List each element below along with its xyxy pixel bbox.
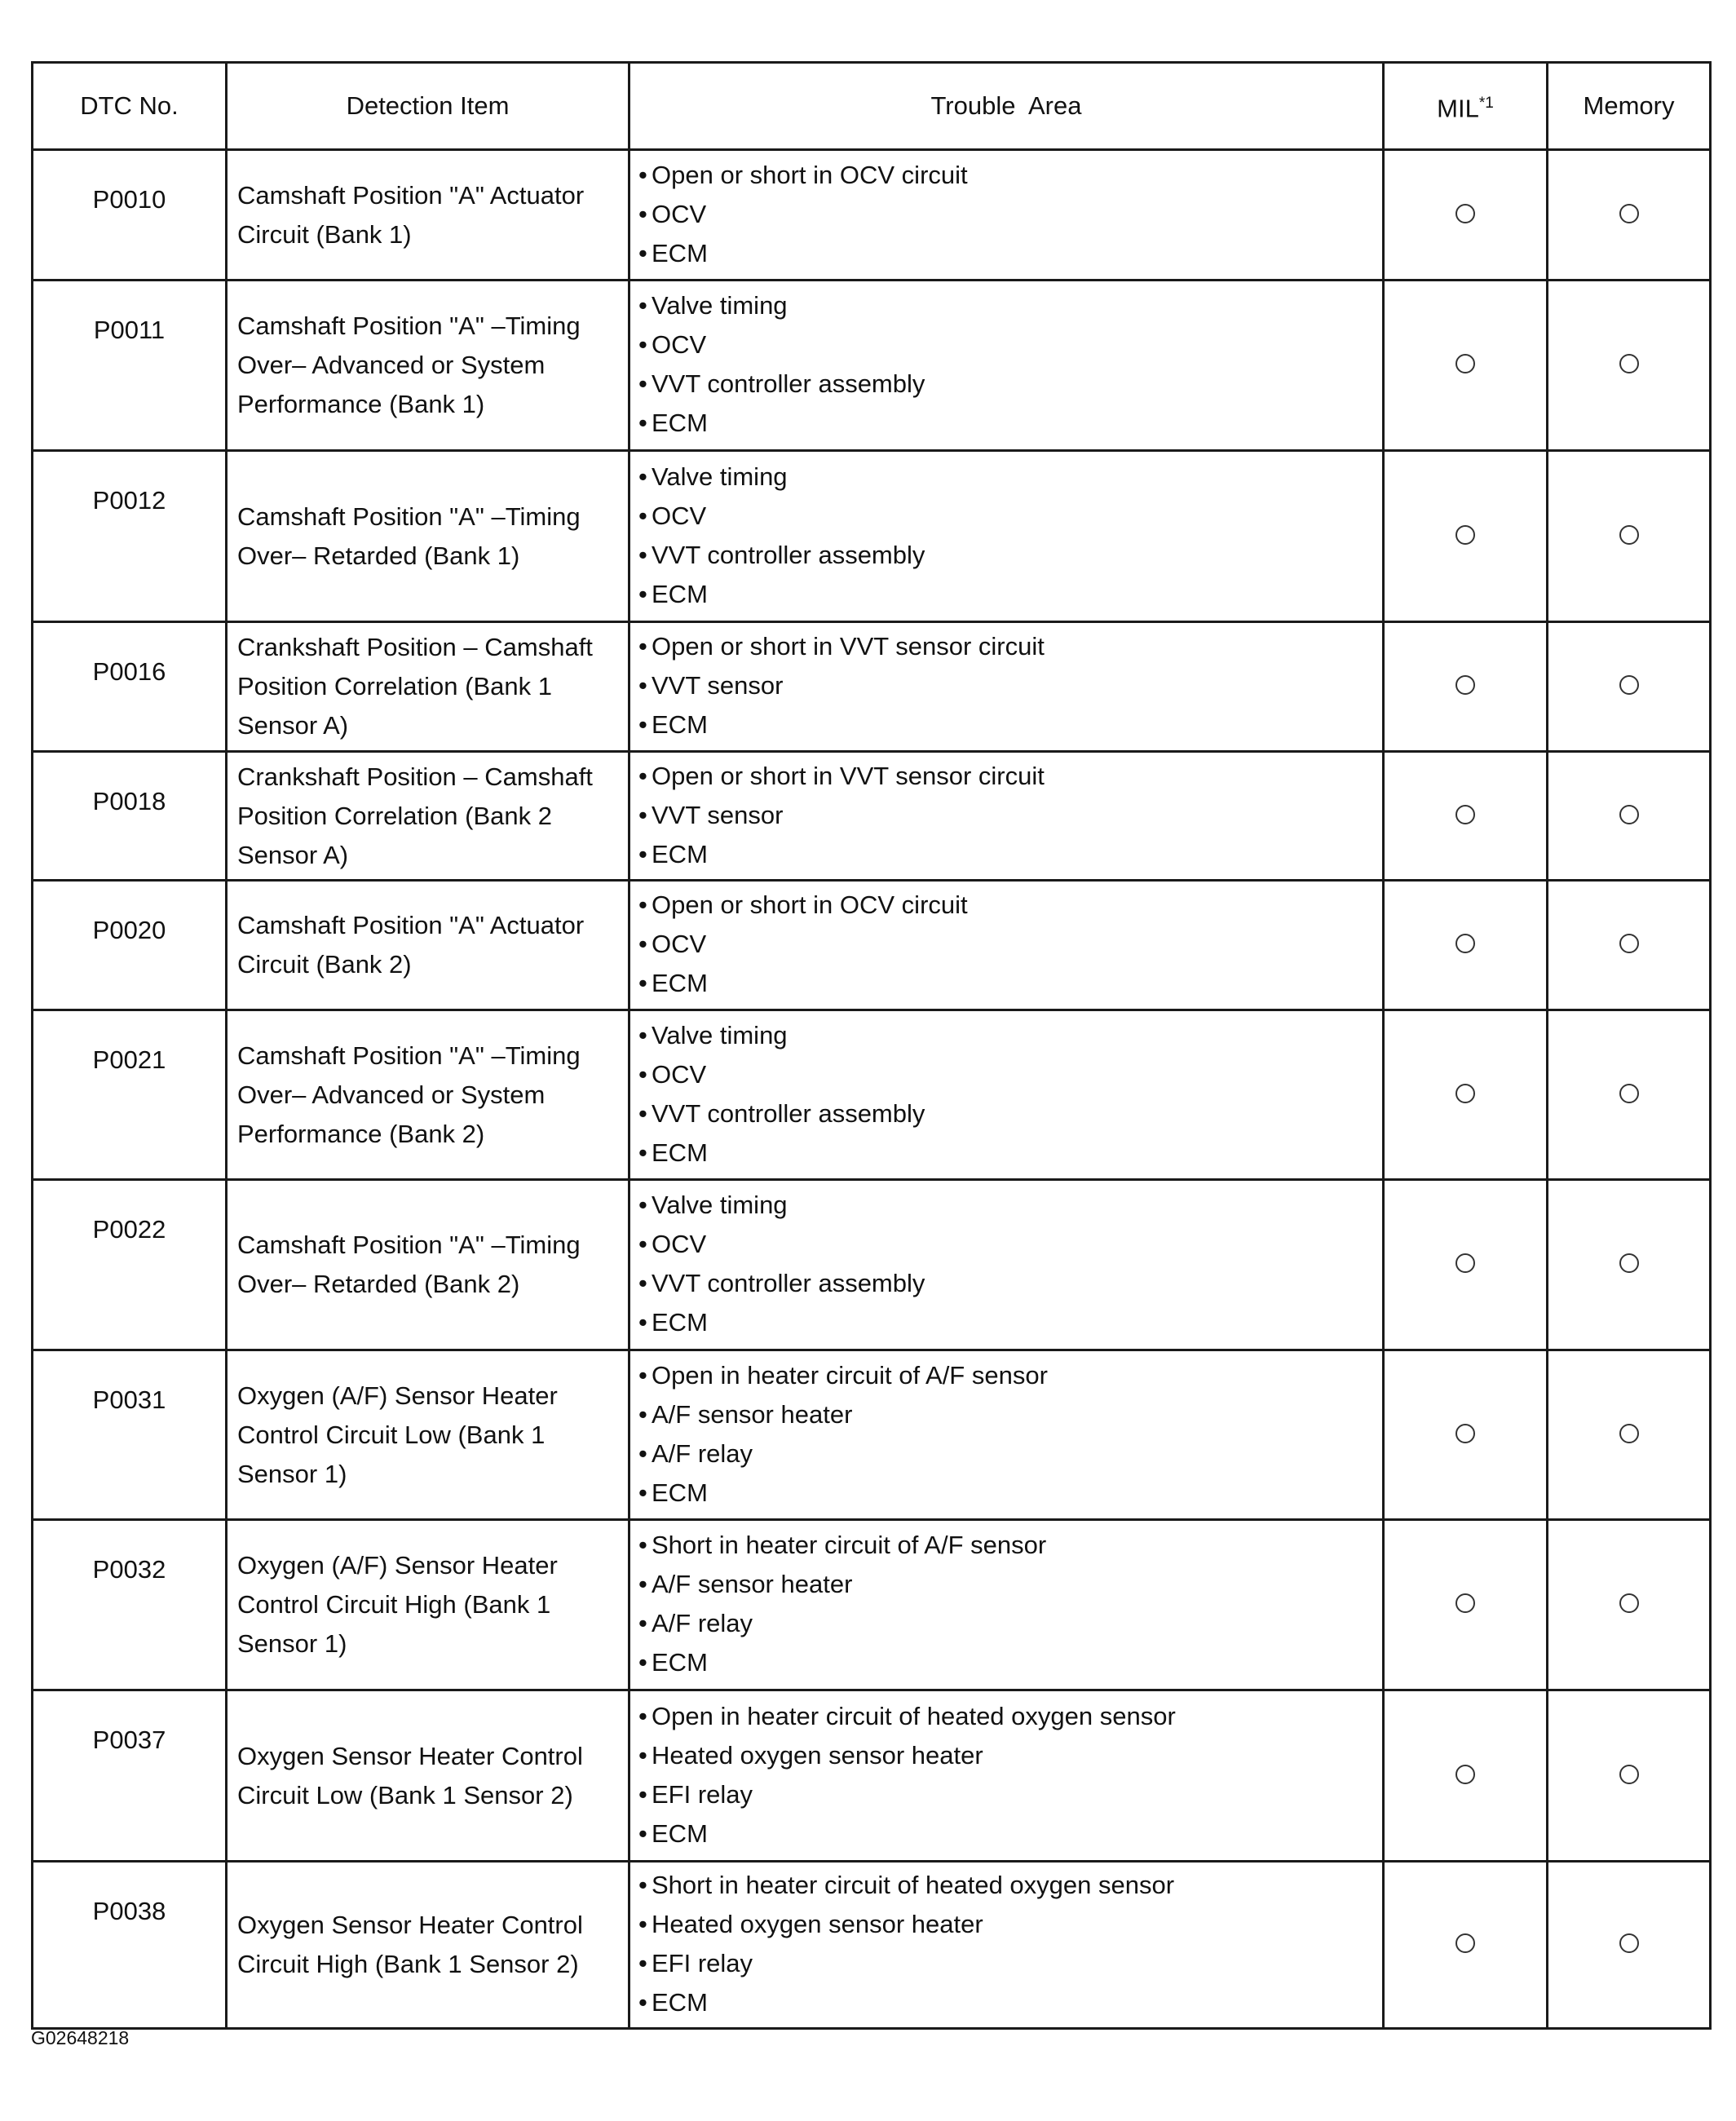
trouble-area-text: ECM	[652, 1818, 708, 1848]
mil-cell	[1384, 1350, 1548, 1520]
trouble-area-item	[638, 1094, 1376, 1133]
trouble-area-text: ECM	[652, 839, 708, 868]
mil-circle-icon	[1456, 525, 1475, 545]
trouble-area	[629, 281, 1384, 451]
memory-cell	[1548, 150, 1711, 281]
bullet-icon: •	[638, 761, 647, 790]
memory-circle-icon	[1619, 1933, 1639, 1953]
bullet-icon: •	[638, 1191, 647, 1219]
header-memory: Memory	[1548, 63, 1711, 150]
mil-cell	[1384, 1862, 1548, 2029]
table-row	[33, 1180, 1711, 1350]
bullet-icon: •	[638, 330, 647, 359]
figure-code: G02648218	[31, 2027, 130, 2048]
detection-item: Oxygen Sensor Heater Control Circuit High (Bank 1 Sensor 2)	[227, 1862, 629, 2029]
memory-circle-icon	[1619, 675, 1639, 695]
trouble-area-item	[638, 234, 1376, 273]
mil-cell	[1384, 451, 1548, 622]
bullet-icon: •	[638, 1740, 647, 1770]
memory-cell	[1548, 752, 1711, 881]
trouble-area-text: Open or short in OCV circuit	[652, 890, 968, 919]
mil-cell	[1384, 281, 1548, 451]
bullet-icon: •	[638, 930, 647, 958]
bullet-icon: •	[638, 1701, 647, 1730]
dtc-code: P0010	[33, 150, 227, 281]
trouble-area-text: EFI relay	[652, 1779, 753, 1809]
trouble-area-item	[638, 1186, 1376, 1225]
trouble-area-item	[638, 156, 1376, 195]
trouble-area-text: ECM	[652, 1478, 708, 1507]
trouble-area-text: VVT controller assembly	[652, 369, 925, 398]
mil-cell	[1384, 1690, 1548, 1862]
trouble-area-item	[638, 964, 1376, 1003]
table-row	[33, 622, 1711, 752]
header-dtc-no: DTC No.	[33, 63, 227, 150]
trouble-area-text: A/F sensor heater	[652, 1399, 853, 1429]
trouble-area	[629, 752, 1384, 881]
bullet-icon: •	[638, 238, 647, 267]
mil-circle-icon	[1456, 1765, 1475, 1784]
trouble-area-text: Open in heater circuit of heated oxygen sensor	[652, 1701, 1176, 1730]
trouble-area-text: Valve timing	[652, 1191, 788, 1219]
bullet-icon: •	[638, 579, 647, 608]
trouble-area	[629, 1010, 1384, 1180]
trouble-area-item	[638, 886, 1376, 925]
memory-circle-icon	[1619, 1424, 1639, 1443]
trouble-area-text: ECM	[652, 1988, 708, 2017]
detection-item: Camshaft Position "A" –Timing Over– Retarded (Bank 2)	[227, 1180, 629, 1350]
trouble-area-item	[638, 1944, 1376, 1983]
trouble-area-text: VVT sensor	[652, 671, 784, 700]
trouble-area-item	[638, 705, 1376, 745]
bullet-icon: •	[638, 632, 647, 661]
bullet-icon: •	[638, 160, 647, 189]
table-row	[33, 1520, 1711, 1690]
trouble-area-text: VVT controller assembly	[652, 540, 925, 569]
detection-item: Camshaft Position "A" –Timing Over– Advanced or System Performance (Bank 2)	[227, 1010, 629, 1180]
mil-cell	[1384, 1180, 1548, 1350]
trouble-area-item	[638, 365, 1376, 404]
bullet-icon: •	[638, 501, 647, 530]
detection-item: Camshaft Position "A" Actuator Circuit (Bank 1)	[227, 150, 629, 281]
trouble-area	[629, 1180, 1384, 1350]
dtc-code: P0012	[33, 451, 227, 622]
bullet-icon: •	[638, 1910, 647, 1938]
trouble-area-item	[638, 1016, 1376, 1055]
table-row	[33, 1350, 1711, 1520]
trouble-area-text: Open or short in OCV circuit	[652, 160, 968, 189]
table-row	[33, 1862, 1711, 2029]
header-mil-label: MIL	[1437, 94, 1479, 123]
detection-item: Oxygen Sensor Heater Control Circuit Low (Bank 1 Sensor 2)	[227, 1690, 629, 1862]
dtc-code: P0038	[33, 1862, 227, 2029]
memory-circle-icon	[1619, 204, 1639, 223]
trouble-area-item	[638, 1303, 1376, 1342]
mil-circle-icon	[1456, 805, 1475, 824]
detection-item: Camshaft Position "A" –Timing Over– Retarded (Bank 1)	[227, 451, 629, 622]
detection-item: Oxygen (A/F) Sensor Heater Control Circuit Low (Bank 1 Sensor 1)	[227, 1350, 629, 1520]
trouble-area-item	[638, 835, 1376, 874]
trouble-area-item	[638, 457, 1376, 497]
dtc-code: P0037	[33, 1690, 227, 1862]
header-detection-item: Detection Item	[227, 63, 629, 150]
trouble-area-text: VVT sensor	[652, 800, 784, 829]
bullet-icon: •	[638, 1308, 647, 1337]
table-body	[33, 150, 1711, 2029]
memory-circle-icon	[1619, 1084, 1639, 1103]
trouble-area-text: Open in heater circuit of A/F sensor	[652, 1360, 1048, 1390]
trouble-area-item	[638, 627, 1376, 666]
trouble-area-item	[638, 666, 1376, 705]
memory-cell	[1548, 1520, 1711, 1690]
trouble-area	[629, 451, 1384, 622]
memory-circle-icon	[1619, 1593, 1639, 1613]
bullet-icon: •	[638, 800, 647, 829]
bullet-icon: •	[638, 199, 647, 228]
trouble-area-item	[638, 1736, 1376, 1775]
trouble-area-item	[638, 286, 1376, 325]
mil-circle-icon	[1456, 1593, 1475, 1613]
table-row	[33, 881, 1711, 1010]
trouble-area-text: A/F relay	[652, 1609, 753, 1637]
bullet-icon: •	[638, 1871, 647, 1899]
bullet-icon: •	[638, 1269, 647, 1297]
mil-circle-icon	[1456, 934, 1475, 953]
trouble-area-item	[638, 195, 1376, 234]
table-row	[33, 281, 1711, 451]
mil-cell	[1384, 1010, 1548, 1180]
bullet-icon: •	[638, 1531, 647, 1559]
trouble-area-text: ECM	[652, 1308, 708, 1337]
bullet-icon: •	[638, 1988, 647, 2017]
bullet-icon: •	[638, 1360, 647, 1390]
trouble-area-item	[638, 1775, 1376, 1814]
mil-circle-icon	[1456, 1933, 1475, 1953]
bullet-icon: •	[638, 409, 647, 437]
trouble-area-text: A/F relay	[652, 1438, 753, 1468]
trouble-area-item	[638, 1814, 1376, 1854]
trouble-area-text: ECM	[652, 238, 708, 267]
detection-item: Camshaft Position "A" Actuator Circuit (Bank 2)	[227, 881, 629, 1010]
trouble-area-item	[638, 404, 1376, 443]
trouble-area-text: Short in heater circuit of A/F sensor	[652, 1531, 1047, 1559]
bullet-icon: •	[638, 1059, 647, 1089]
memory-cell	[1548, 622, 1711, 752]
trouble-area	[629, 1690, 1384, 1862]
trouble-area	[629, 881, 1384, 1010]
trouble-area-text: Heated oxygen sensor heater	[652, 1910, 983, 1938]
bullet-icon: •	[638, 710, 647, 739]
memory-cell	[1548, 1862, 1711, 2029]
trouble-area-text: OCV	[652, 330, 707, 359]
trouble-area-text: VVT controller assembly	[652, 1269, 925, 1297]
trouble-area-item	[638, 757, 1376, 796]
bullet-icon: •	[638, 1648, 647, 1677]
detection-item: Camshaft Position "A" –Timing Over– Advanced or System Performance (Bank 1)	[227, 281, 629, 451]
trouble-area	[629, 622, 1384, 752]
trouble-area-item	[638, 1434, 1376, 1474]
bullet-icon: •	[638, 969, 647, 997]
trouble-area-text: Open or short in VVT sensor circuit	[652, 761, 1045, 790]
bullet-icon: •	[638, 1098, 647, 1128]
trouble-area-text: OCV	[652, 930, 707, 958]
trouble-area-item	[638, 1133, 1376, 1173]
trouble-area-text: Short in heater circuit of heated oxygen sensor	[652, 1871, 1175, 1899]
trouble-area-item	[638, 1356, 1376, 1395]
trouble-area	[629, 1862, 1384, 2029]
trouble-area-item	[638, 1643, 1376, 1682]
trouble-area-text: ECM	[652, 969, 708, 997]
memory-circle-icon	[1619, 1765, 1639, 1784]
mil-circle-icon	[1456, 1424, 1475, 1443]
trouble-area-item	[638, 1604, 1376, 1643]
bullet-icon: •	[638, 671, 647, 700]
trouble-area-item	[638, 1905, 1376, 1944]
trouble-area-text: Open or short in VVT sensor circuit	[652, 632, 1045, 661]
trouble-area-item	[638, 1697, 1376, 1736]
mil-circle-icon	[1456, 204, 1475, 223]
bullet-icon: •	[638, 1779, 647, 1809]
bullet-icon: •	[638, 1949, 647, 1977]
mil-cell	[1384, 881, 1548, 1010]
mil-circle-icon	[1456, 675, 1475, 695]
trouble-area-item	[638, 1395, 1376, 1434]
trouble-area-text: ECM	[652, 710, 708, 739]
dtc-code: P0020	[33, 881, 227, 1010]
mil-circle-icon	[1456, 354, 1475, 373]
trouble-area-item	[638, 1983, 1376, 2022]
trouble-area-item	[638, 1264, 1376, 1303]
header-row	[33, 63, 1711, 150]
bullet-icon: •	[638, 462, 647, 491]
trouble-area-text: OCV	[652, 501, 707, 530]
bullet-icon: •	[638, 890, 647, 919]
detection-item: Oxygen (A/F) Sensor Heater Control Circuit High (Bank 1 Sensor 1)	[227, 1520, 629, 1690]
bullet-icon: •	[638, 540, 647, 569]
mil-cell	[1384, 150, 1548, 281]
trouble-area-item	[638, 796, 1376, 835]
bullet-icon: •	[638, 1230, 647, 1258]
detection-item: Crankshaft Position – Camshaft Position Correlation (Bank 1 Sensor A)	[227, 622, 629, 752]
dtc-code: P0032	[33, 1520, 227, 1690]
bullet-icon: •	[638, 1020, 647, 1049]
table-row	[33, 752, 1711, 881]
table-row	[33, 451, 1711, 622]
bullet-icon: •	[638, 1438, 647, 1468]
bullet-icon: •	[638, 1138, 647, 1167]
memory-circle-icon	[1619, 354, 1639, 373]
trouble-area-text: ECM	[652, 409, 708, 437]
trouble-area-text: Valve timing	[652, 1020, 788, 1049]
trouble-area-text: OCV	[652, 1230, 707, 1258]
bullet-icon: •	[638, 1399, 647, 1429]
memory-cell	[1548, 1350, 1711, 1520]
trouble-area-text: ECM	[652, 1648, 708, 1677]
mil-cell	[1384, 622, 1548, 752]
memory-cell	[1548, 881, 1711, 1010]
bullet-icon: •	[638, 369, 647, 398]
trouble-area-item	[638, 497, 1376, 536]
bullet-icon: •	[638, 1609, 647, 1637]
memory-cell	[1548, 281, 1711, 451]
trouble-area-item	[638, 925, 1376, 964]
trouble-area-item	[638, 1225, 1376, 1264]
header-mil	[1384, 63, 1548, 150]
trouble-area-item	[638, 1526, 1376, 1565]
header-trouble-area	[629, 63, 1384, 150]
trouble-area-item	[638, 325, 1376, 365]
trouble-area-text: EFI relay	[652, 1949, 753, 1977]
trouble-area-text: VVT controller assembly	[652, 1098, 925, 1128]
trouble-area-item	[638, 536, 1376, 575]
trouble-area-text: Heated oxygen sensor heater	[652, 1740, 983, 1770]
mil-circle-icon	[1456, 1084, 1475, 1103]
bullet-icon: •	[638, 1570, 647, 1598]
trouble-area	[629, 1350, 1384, 1520]
trouble-area-item	[638, 1055, 1376, 1094]
trouble-area-text: Valve timing	[652, 291, 788, 320]
dtc-table	[31, 61, 1712, 2030]
dtc-code: P0011	[33, 281, 227, 451]
bullet-icon: •	[638, 839, 647, 868]
trouble-area-item	[638, 1565, 1376, 1604]
mil-cell	[1384, 1520, 1548, 1690]
memory-cell	[1548, 1690, 1711, 1862]
trouble-area-item	[638, 1866, 1376, 1905]
trouble-area	[629, 1520, 1384, 1690]
trouble-area-text: OCV	[652, 199, 707, 228]
memory-circle-icon	[1619, 1253, 1639, 1273]
detection-item: Crankshaft Position – Camshaft Position Correlation (Bank 2 Sensor A)	[227, 752, 629, 881]
trouble-area	[629, 150, 1384, 281]
mil-circle-icon	[1456, 1253, 1475, 1273]
bullet-icon: •	[638, 1478, 647, 1507]
dtc-code: P0018	[33, 752, 227, 881]
dtc-code: P0016	[33, 622, 227, 752]
memory-cell	[1548, 451, 1711, 622]
trouble-area-text: ECM	[652, 579, 708, 608]
memory-cell	[1548, 1010, 1711, 1180]
dtc-code: P0031	[33, 1350, 227, 1520]
memory-cell	[1548, 1180, 1711, 1350]
memory-circle-icon	[1619, 934, 1639, 953]
dtc-code: P0022	[33, 1180, 227, 1350]
table-row	[33, 150, 1711, 281]
bullet-icon: •	[638, 291, 647, 320]
header-trouble-area-label: Trouble Area	[930, 91, 1082, 120]
trouble-area-text: A/F sensor heater	[652, 1570, 853, 1598]
trouble-area-text: Valve timing	[652, 462, 788, 491]
memory-circle-icon	[1619, 525, 1639, 545]
dtc-code: P0021	[33, 1010, 227, 1180]
table-row	[33, 1690, 1711, 1862]
trouble-area-text: OCV	[652, 1059, 707, 1089]
trouble-area-text: ECM	[652, 1138, 708, 1167]
mil-footnote-mark: *1	[1478, 94, 1494, 112]
trouble-area-item	[638, 575, 1376, 614]
mil-cell	[1384, 752, 1548, 881]
memory-circle-icon	[1619, 805, 1639, 824]
bullet-icon: •	[638, 1818, 647, 1848]
table-row	[33, 1010, 1711, 1180]
trouble-area-item	[638, 1474, 1376, 1513]
